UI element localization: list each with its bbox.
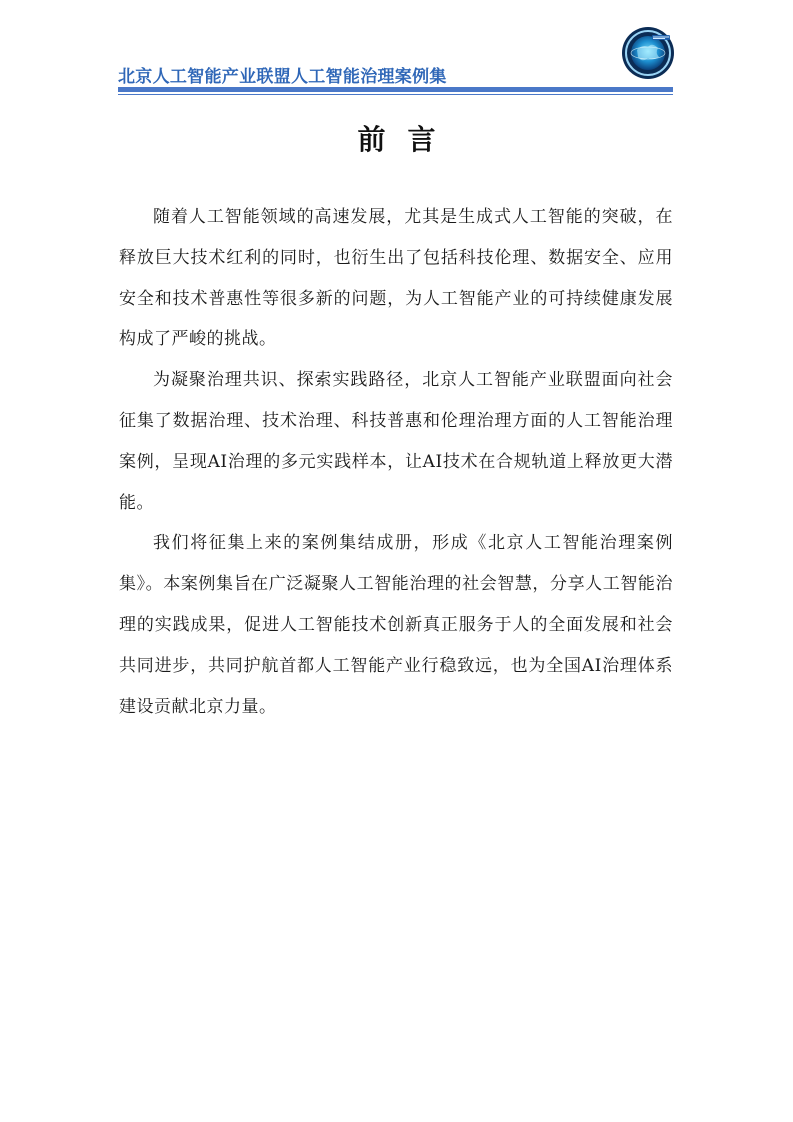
header-rule (118, 87, 673, 92)
header-rule-thin (118, 94, 673, 95)
paragraph-1: 随着人工智能领域的高速发展，尤其是生成式人工智能的突破，在释放巨大技术红利的同时，也衍生出了包括科技伦理、数据安全、应用安全和技术普惠性等很多新的问题，为人工智能产业的可持续健康发展构成了严峻的挑战。 (119, 207, 673, 350)
globe-logo-icon (621, 26, 675, 80)
page-title: 前言 (357, 123, 458, 156)
preface-body (119, 197, 673, 727)
paragraph-3: 我们将征集上来的案例集结成册，形成《北京人工智能治理案例集》。本案例集旨在广泛凝聚人工智能治理的社会智慧，分享人工智能治理的实践成果，促进人工智能技术创新真正服务于人的全面发展和社会共同进步，共同护航首都人工智能产业行稳致远，也为全国AI治理体系建设贡献北京力量。 (119, 533, 673, 717)
page-header (118, 24, 673, 96)
header-title: 北京人工智能产业联盟人工智能治理案例集 (118, 67, 447, 87)
paragraph-2: 为凝聚治理共识、探索实践路径，北京人工智能产业联盟面向社会征集了数据治理、技术治理、科技普惠和伦理治理方面的人工智能治理案例，呈现AI治理的多元实践样本，让AI技术在合规轨道上释放更大潜能。 (119, 370, 673, 513)
